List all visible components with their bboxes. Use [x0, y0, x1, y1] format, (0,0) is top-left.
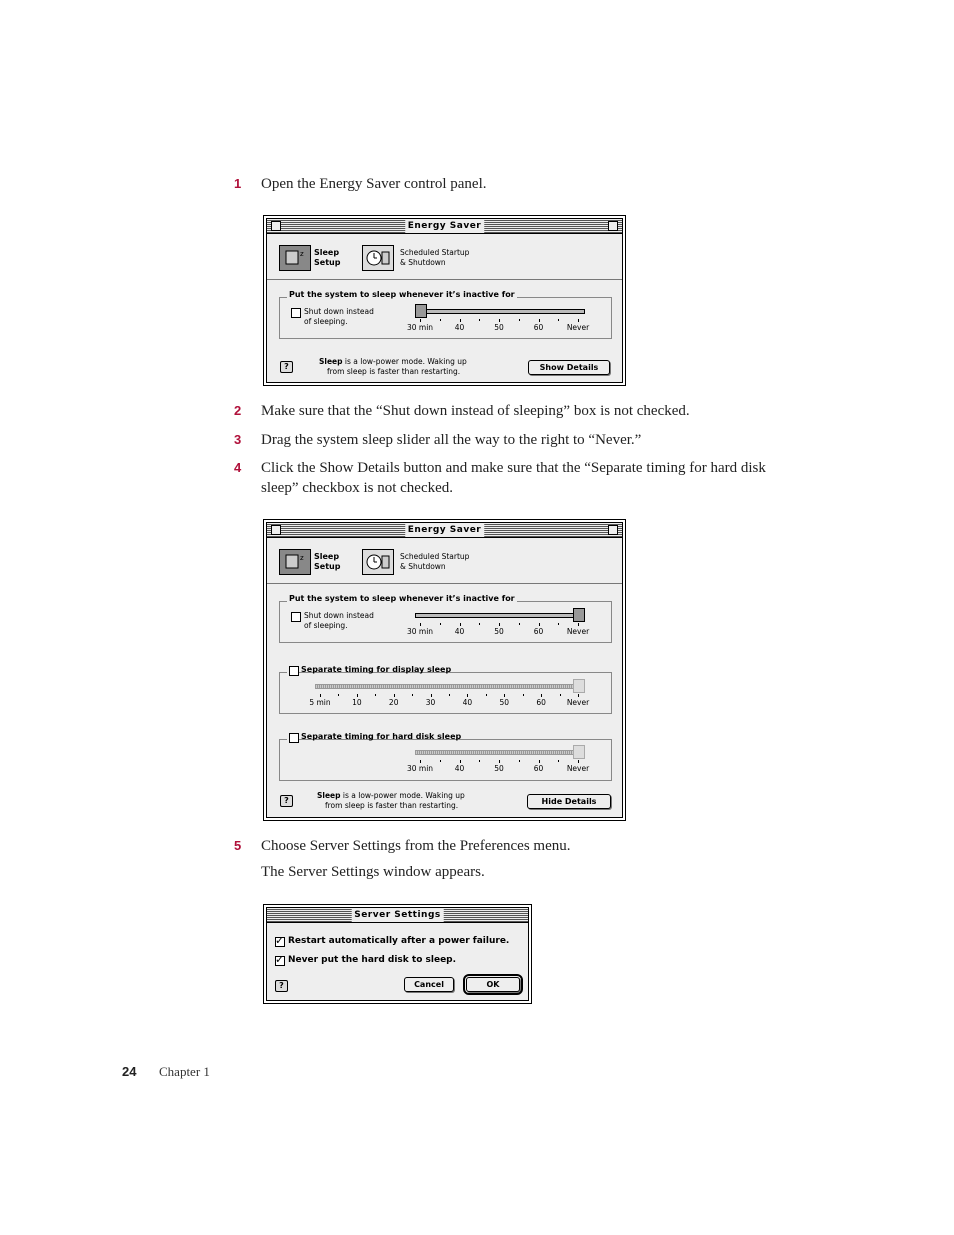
slider-tick-label: 50: [494, 627, 504, 636]
slider-tick: [504, 694, 505, 697]
slider-tick-label: Never: [566, 764, 590, 773]
step-text: Open the Energy Saver control panel.: [261, 176, 487, 192]
slider-minor-tick: [375, 694, 376, 696]
svg-text:z: z: [300, 554, 304, 562]
close-box-icon[interactable]: [271, 525, 281, 535]
help-icon[interactable]: ?: [275, 980, 288, 992]
slider-tick-label: 30 min: [406, 627, 434, 636]
slider-track[interactable]: [415, 309, 585, 314]
page-number: 24: [122, 1064, 137, 1079]
slider-track: [315, 684, 585, 689]
slider-tick: [460, 319, 461, 322]
sleep-setup-tab-icon[interactable]: [279, 549, 311, 575]
step-number: 5: [234, 838, 242, 853]
slider-tick: [460, 623, 461, 626]
slider-tick: [420, 319, 421, 322]
display-sleep-label[interactable]: Separate timing for display sleep: [301, 665, 452, 674]
slider-minor-tick: [519, 319, 520, 321]
zoom-box-icon[interactable]: [608, 221, 618, 231]
slider-tick-label: 60: [533, 764, 544, 773]
slider-minor-tick: [479, 623, 480, 625]
slider-tick: [499, 760, 500, 763]
tab-divider: [267, 583, 622, 584]
slider-minor-tick: [440, 760, 441, 762]
window-title: Server Settings: [351, 908, 444, 922]
disk-sleep-group: [279, 739, 612, 781]
display-sleep-header: [287, 665, 452, 676]
slider-tick: [460, 760, 461, 763]
svg-text:z: z: [300, 250, 304, 258]
slider-track[interactable]: [415, 613, 585, 618]
sleep-setup-tab-icon[interactable]: [279, 245, 311, 271]
sleep-info-line-1: [319, 357, 467, 367]
never-sleep-option-label[interactable]: Never put the hard disk to sleep.: [288, 955, 457, 965]
step-number: 4: [234, 460, 242, 475]
slider-tick-label: 60: [536, 698, 546, 707]
never-sleep-disk-checkbox[interactable]: [275, 956, 285, 966]
slider-minor-tick: [519, 623, 520, 625]
slider-tick-label: 40: [454, 627, 465, 636]
window-title: Energy Saver: [405, 219, 485, 233]
shutdown-instead-checkbox[interactable]: [291, 308, 301, 318]
slider-tick-label: 30 min: [406, 323, 434, 332]
step-number: 3: [234, 432, 242, 447]
slider-minor-tick: [560, 694, 561, 696]
sleep-info-rest: is a low-power mode. Waking up: [340, 791, 465, 800]
slider-minor-tick: [440, 319, 441, 321]
display-sleep-checkbox[interactable]: [289, 666, 299, 676]
slider-thumb: [573, 745, 585, 759]
slider-tick: [499, 623, 500, 626]
tab-sleep-label-1[interactable]: Sleep: [314, 552, 340, 561]
restart-after-power-failure-checkbox[interactable]: [275, 937, 285, 947]
slider-tick-label: Never: [566, 323, 590, 332]
slider-tick-label: 40: [462, 698, 473, 707]
help-icon[interactable]: ?: [280, 795, 293, 807]
energy-saver-window-collapsed: [263, 215, 626, 386]
slider-tick-label: 20: [388, 698, 399, 707]
ok-button[interactable]: OK: [466, 977, 520, 992]
sleep-info-bold: Sleep: [319, 357, 343, 366]
shutdown-label-2: of sleeping.: [304, 621, 348, 630]
scheduled-startup-tab-icon[interactable]: [362, 549, 394, 575]
tab-sleep-label-2[interactable]: Setup: [314, 562, 341, 571]
scheduled-startup-tab-icon[interactable]: [362, 245, 394, 271]
slider-tick: [578, 694, 579, 697]
slider-tick-label: 10: [352, 698, 362, 707]
tab-scheduled-label-2[interactable]: & Shutdown: [400, 258, 446, 267]
slider-thumb[interactable]: [415, 304, 427, 318]
slider-tick: [420, 760, 421, 763]
show-details-button[interactable]: Show Details: [528, 360, 610, 375]
slider-tick-label: 5 min: [309, 698, 331, 707]
slider-track: [415, 750, 585, 755]
tab-scheduled-label-1[interactable]: Scheduled Startup: [400, 248, 470, 257]
slider-tick: [541, 694, 542, 697]
slider-tick: [499, 319, 500, 322]
slider-tick: [539, 319, 540, 322]
close-box-icon[interactable]: [271, 221, 281, 231]
step-text: Click the Show Details button and make sure that the “Separate timing for hard disk sleep” checkbox is not checked.: [261, 460, 766, 496]
slider-tick-label: 60: [533, 323, 544, 332]
step-number: 2: [234, 403, 242, 418]
slider-thumb: [573, 679, 585, 693]
system-sleep-group-label: Put the system to sleep whenever it’s inactive for: [289, 290, 515, 299]
slider-tick: [431, 694, 432, 697]
slider-tick: [578, 319, 579, 322]
slider-minor-tick: [479, 760, 480, 762]
slider-minor-tick: [486, 694, 487, 696]
slider-minor-tick: [338, 694, 339, 696]
slider-minor-tick: [558, 319, 559, 321]
sleep-info-bold: Sleep: [317, 791, 341, 800]
step-text: Choose Server Settings from the Preferences menu.: [261, 838, 571, 854]
slider-minor-tick: [523, 694, 524, 696]
disk-sleep-label[interactable]: Separate timing for hard disk sleep: [301, 732, 462, 741]
step-number: 1: [234, 176, 242, 191]
slider-tick: [420, 623, 421, 626]
slider-tick: [357, 694, 358, 697]
cancel-button[interactable]: Cancel: [404, 977, 454, 992]
slider-minor-tick: [440, 623, 441, 625]
zoom-box-icon[interactable]: [608, 525, 618, 535]
slider-tick-label: 50: [494, 764, 504, 773]
disk-sleep-header: [287, 732, 462, 743]
tab-scheduled-label-2[interactable]: & Shutdown: [400, 562, 446, 571]
title-bar[interactable]: [267, 523, 622, 538]
slider-minor-tick: [558, 760, 559, 762]
slider-minor-tick: [519, 760, 520, 762]
slider-tick: [578, 760, 579, 763]
slider-minor-tick: [479, 319, 480, 321]
server-settings-window: [263, 904, 532, 1004]
slider-tick-label: 30 min: [406, 764, 434, 773]
slider-tick: [467, 694, 468, 697]
shutdown-label-1: Shut down instead: [304, 307, 374, 316]
title-bar[interactable]: [267, 908, 528, 923]
server-settings-note: The Server Settings window appears.: [261, 864, 485, 880]
slider-tick-label: 60: [533, 627, 544, 636]
hide-details-button[interactable]: Hide Details: [527, 794, 611, 809]
system-sleep-group-label: Put the system to sleep whenever it’s inactive for: [289, 594, 515, 603]
sleep-info-line-2: from sleep is faster than restarting.: [325, 801, 459, 810]
shutdown-label-2: of sleeping.: [304, 317, 348, 326]
restart-option-label[interactable]: Restart automatically after a power failure.: [288, 936, 510, 946]
slider-minor-tick: [412, 694, 413, 696]
slider-minor-tick: [558, 623, 559, 625]
step-text: Make sure that the “Shut down instead of sleeping” box is not checked.: [261, 403, 690, 419]
slider-tick-label: 50: [499, 698, 510, 707]
slider-tick-label: Never: [566, 627, 590, 636]
slider-tick-label: 40: [454, 323, 465, 332]
slider-tick: [539, 760, 540, 763]
slider-tick-label: 30: [425, 698, 436, 707]
window-title: Energy Saver: [405, 523, 485, 537]
slider-tick: [578, 623, 579, 626]
chapter-label: Chapter 1: [159, 1064, 210, 1079]
sleep-info-line-2: from sleep is faster than restarting.: [327, 367, 461, 376]
tab-divider: [267, 279, 622, 280]
sleep-info-line-1: [317, 791, 465, 801]
tab-scheduled-label-1[interactable]: Scheduled Startup: [400, 552, 470, 561]
slider-tick: [320, 694, 321, 697]
slider-tick: [394, 694, 395, 697]
shutdown-instead-checkbox[interactable]: [291, 612, 301, 622]
tab-sleep-label-1[interactable]: Sleep: [314, 248, 340, 257]
slider-thumb[interactable]: [573, 608, 585, 622]
help-icon[interactable]: ?: [280, 361, 293, 373]
shutdown-label-1: Shut down instead: [304, 611, 374, 620]
tab-sleep-label-2[interactable]: Setup: [314, 258, 341, 267]
sleep-info-rest: is a low-power mode. Waking up: [342, 357, 467, 366]
disk-sleep-checkbox[interactable]: [289, 733, 299, 743]
slider-tick-label: 50: [494, 323, 504, 332]
slider-minor-tick: [449, 694, 450, 696]
slider-tick-label: Never: [566, 698, 590, 707]
title-bar[interactable]: [267, 219, 622, 234]
energy-saver-window-details: [263, 519, 626, 821]
step-text: Drag the system sleep slider all the way to the right to “Never.”: [261, 432, 642, 448]
slider-tick-label: 40: [454, 764, 465, 773]
slider-tick: [539, 623, 540, 626]
